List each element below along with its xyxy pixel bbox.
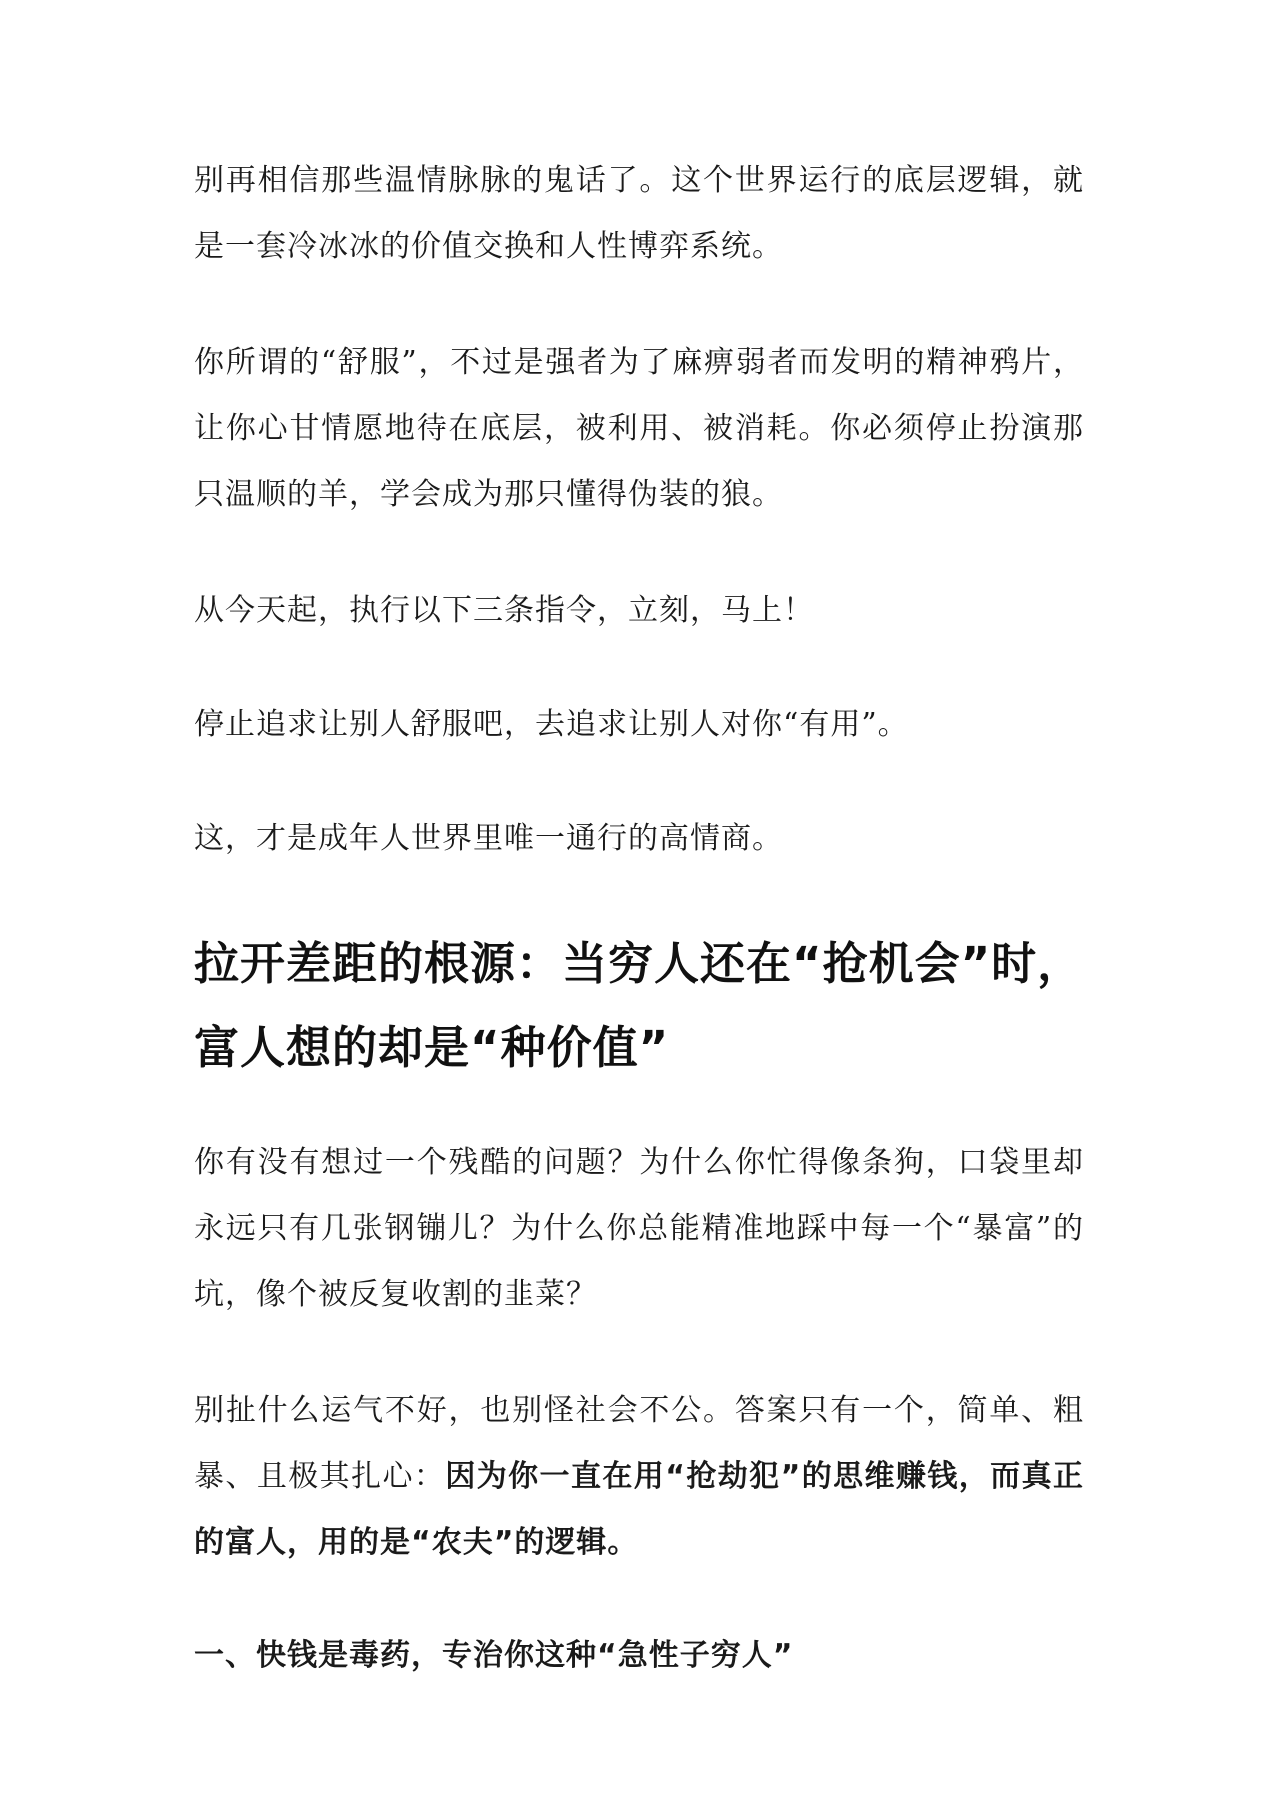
paragraph-answer-bold: 因为你一直在用“抢劫犯”的思维赚钱，而真正的富人，用的是“农夫”的逻辑。 xyxy=(194,1459,1085,1560)
paragraph-answer-normal: 别扯什么运气不好，也别怪社会不公。答案只有一个，简单、粗暴、且极其扎心： xyxy=(194,1393,1084,1494)
section-heading-line1: 拉开差距的根源：当穷人还在“抢机会”时， xyxy=(194,937,1084,990)
paragraph-instructions: 从今天起，执行以下三条指令，立刻，马上！ xyxy=(194,593,814,628)
paragraph-eq: 这，才是成年人世界里唯一通行的高情商。 xyxy=(194,821,783,856)
section-heading-line2: 富人想的却是“种价值” xyxy=(194,1021,670,1074)
paragraph-intro: 别再相信那些温情脉脉的鬼话了。这个世界运行的底层逻辑，就是一套冷冰冰的价值交换和人性博弈系统。 xyxy=(194,163,1084,264)
subheading-fast-money: 一、快钱是毒药，专治你这种“急性子穷人” xyxy=(194,1638,794,1673)
section-heading xyxy=(194,922,1084,1090)
paragraph-comfort: 你所谓的“舒服”，不过是强者为了麻痹弱者而发明的精神鸦片，让你心甘情愿地待在底层，被利用、被消耗。你必须停止扮演那只温顺的羊，学会成为那只懂得伪装的狼。 xyxy=(194,345,1084,512)
paragraph-useful: 停止追求让别人舒服吧，去追求让别人对你“有用”。 xyxy=(194,707,909,742)
document-page xyxy=(194,148,1084,1686)
paragraph-question: 你有没有想过一个残酷的问题？为什么你忙得像条狗，口袋里却永远只有几张钢镚儿？为什么你总能精准地踩中每一个“暴富”的坑，像个被反复收割的韭菜？ xyxy=(194,1145,1084,1312)
paragraph-answer xyxy=(194,1378,1084,1576)
